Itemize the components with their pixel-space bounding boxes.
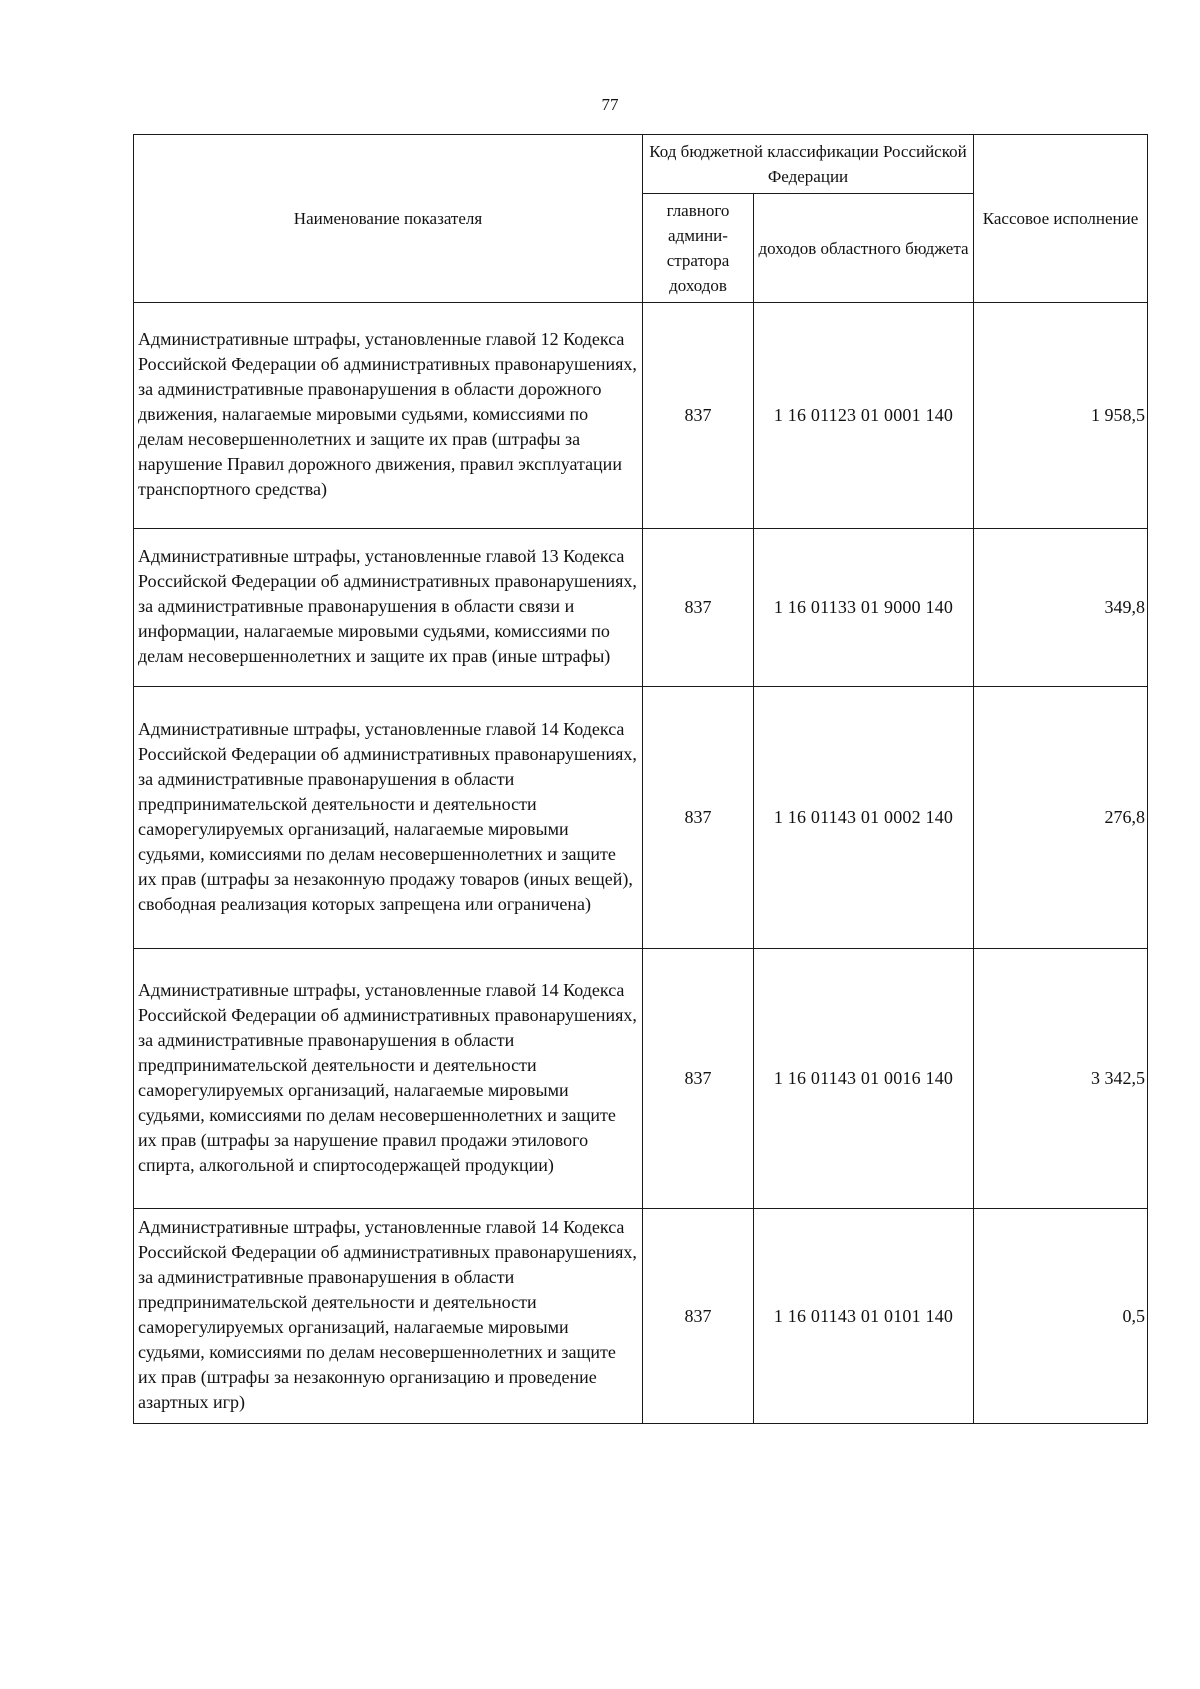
table-row	[134, 303, 1148, 529]
header-indicator-name: Наименование показателя	[134, 135, 643, 303]
header-admin-code: главного админи-стратора доходов	[643, 194, 754, 303]
indicator-name-cell: Административные штрафы, установленные главой 14 Кодекса Российской Федерации об административных правонарушениях, за административные правонарушения в области предпринимательской деятельности и деятельности саморегулируемых организаций, налагаемые мировыми судьями, комиссиями по делам несовершеннолетних и защите их прав (штрафы за нарушение правил продажи этилового спирта, алкогольной и спиртосодержащей продукции)	[134, 949, 643, 1209]
header-income-code: доходов областного бюджета	[754, 194, 974, 303]
page-number: 77	[601, 95, 619, 114]
admin-code-cell: 837	[643, 303, 754, 529]
table-row	[134, 1209, 1148, 1424]
header-cash-execution: Кассовое исполнение	[974, 135, 1148, 303]
admin-code-cell: 837	[643, 1209, 754, 1424]
admin-code-cell: 837	[643, 949, 754, 1209]
indicator-name-cell: Административные штрафы, установленные главой 12 Кодекса Российской Федерации об административных правонарушениях, за административные правонарушения в области дорожного движения, налагаемые мировыми судьями, комиссиями по делам несовершеннолетних и защите их прав (штрафы за нарушение Правил дорожного движения, правил эксплуатации транспортного средства)	[134, 303, 643, 529]
income-code-cell: 1 16 01143 01 0002 140	[754, 687, 974, 949]
indicator-name-cell: Административные штрафы, установленные главой 14 Кодекса Российской Федерации об административных правонарушениях, за административные правонарушения в области предпринимательской деятельности и деятельности саморегулируемых организаций, налагаемые мировыми судьями, комиссиями по делам несовершеннолетних и защите их прав (штрафы за незаконную организацию и проведение азартных игр)	[134, 1209, 643, 1424]
indicator-name-cell: Административные штрафы, установленные главой 13 Кодекса Российской Федерации об административных правонарушениях, за административные правонарушения в области связи и информации, налагаемые мировыми судьями, комиссиями по делам несовершеннолетних и защите их прав (иные штрафы)	[134, 529, 643, 687]
table-row	[134, 687, 1148, 949]
admin-code-cell: 837	[643, 529, 754, 687]
revenue-table	[133, 134, 1148, 1424]
indicator-name-cell: Административные штрафы, установленные главой 14 Кодекса Российской Федерации об административных правонарушениях, за административные правонарушения в области предпринимательской деятельности и деятельности саморегулируемых организаций, налагаемые мировыми судьями, комиссиями по делам несовершеннолетних и защите их прав (штрафы за незаконную продажу товаров (иных вещей), свободная реализация которых запрещена или ограничена)	[134, 687, 643, 949]
income-code-cell: 1 16 01143 01 0101 140	[754, 1209, 974, 1424]
table-row	[134, 949, 1148, 1209]
income-code-cell: 1 16 01133 01 9000 140	[754, 529, 974, 687]
amount-cell: 3 342,5	[974, 949, 1148, 1209]
header-budget-code-group: Код бюджетной классификации Российской Федерации	[643, 135, 974, 194]
admin-code-cell: 837	[643, 687, 754, 949]
income-code-cell: 1 16 01143 01 0016 140	[754, 949, 974, 1209]
table-row	[134, 529, 1148, 687]
amount-cell: 0,5	[974, 1209, 1148, 1424]
amount-cell: 276,8	[974, 687, 1148, 949]
amount-cell: 1 958,5	[974, 303, 1148, 529]
income-code-cell: 1 16 01123 01 0001 140	[754, 303, 974, 529]
amount-cell: 349,8	[974, 529, 1148, 687]
